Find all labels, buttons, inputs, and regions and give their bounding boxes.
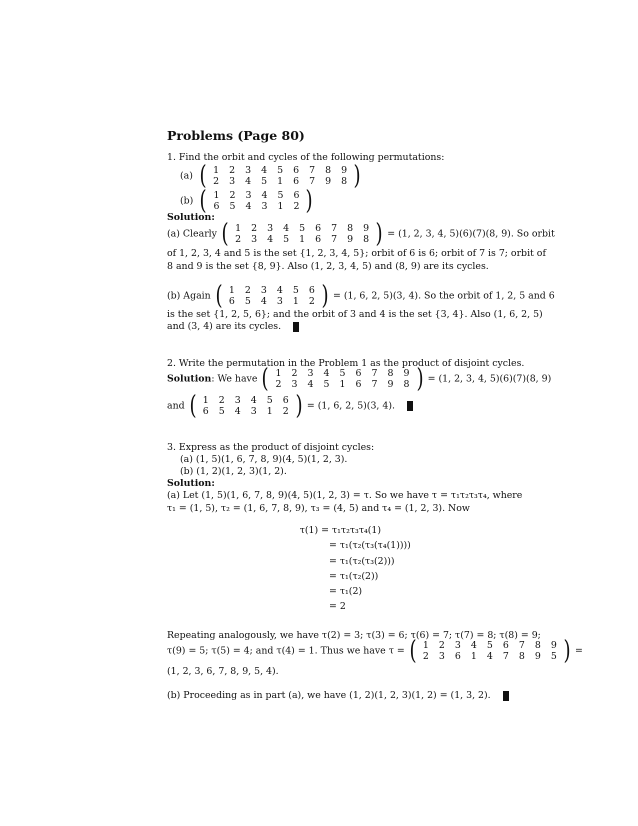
matrix-cell: 5	[283, 234, 290, 245]
matrix-cell: 7	[331, 234, 338, 245]
solution-1b-prefix: (b) Again	[167, 290, 211, 302]
matrix-cell: 5	[550, 651, 557, 662]
matrix-cell: 1	[275, 367, 282, 379]
matrix-cell: 2	[218, 394, 225, 406]
matrix-cell: 1	[266, 406, 273, 417]
matrix-cell: 1	[228, 284, 235, 296]
solution-1b-result: = (1, 6, 2, 5)(3, 4). So the orbit of 1, 2, 5 and 6	[332, 290, 555, 302]
solution-label: Solution:	[167, 212, 215, 223]
left-paren: (	[199, 186, 207, 216]
matrix-cell: 4	[260, 296, 267, 307]
matrix-cell: 6	[228, 296, 235, 307]
solution-label: Solution:	[167, 478, 215, 489]
equation-line: = τ₁(τ₂(2))	[329, 570, 379, 582]
right-paren: )	[305, 186, 314, 216]
part-a-label: (a)	[180, 170, 193, 182]
matrix-cell: 6	[293, 176, 300, 187]
matrix-cell: 1	[235, 222, 242, 234]
matrix-cell: 2	[213, 176, 220, 187]
qed-mark	[503, 691, 509, 701]
matrix-cell: 6	[293, 164, 300, 176]
matrix-cell: 6	[308, 284, 315, 296]
matrix-cell: 3	[307, 367, 314, 379]
matrix-bottom-row	[208, 176, 352, 187]
matrix-cell: 4	[276, 284, 283, 296]
matrix-cell: 3	[250, 406, 257, 417]
solution-1b-line2: is the set {1, 2, 5, 6}; and the orbit of 3 and 4 is the set {3, 4}. Also (1, 6, 2, 5)	[167, 309, 543, 320]
problem-3-item-b: (b) (1, 2)(1, 2, 3)(1, 2).	[180, 466, 287, 477]
matrix-cell: 7	[371, 367, 378, 379]
solution-3a-line1: (a) Let (1, 5)(1, 6, 7, 8, 9)(4, 5)(1, 2, 3) = τ. So we have τ = τ₁τ₂τ₃τ₄, where	[167, 490, 523, 501]
solution-3b: (b) Proceeding as in part (a), we have (1, 2)(1, 2, 3)(1, 2) = (1, 3, 2).	[167, 690, 509, 701]
matrix-cell: 3	[438, 651, 445, 662]
matrix-cell: 8	[325, 164, 332, 176]
matrix-cell: 1	[422, 639, 429, 651]
permutation-matrix-b: ( 1 2 3 4 5 6 6 5 4 3 1 2 )	[189, 391, 303, 421]
matrix-cell: 3	[245, 189, 252, 201]
permutation-matrix-a	[198, 163, 362, 189]
matrix-top-row	[271, 368, 415, 379]
matrix-cell: 6	[454, 651, 461, 662]
matrix-cell: 2	[229, 164, 236, 176]
matrix-cell: 5	[277, 164, 284, 176]
matrix-cell: 3	[261, 201, 268, 212]
solution-2b-result: = (1, 6, 2, 5)(3, 4).	[306, 400, 395, 412]
equation-line: τ₁τ₂τ₃τ₄(1)	[331, 525, 382, 536]
matrix-cell: 6	[213, 201, 220, 212]
matrix-cell: 6	[355, 379, 362, 390]
solution-1a-result: = (1, 2, 3, 4, 5)(6)(7)(8, 9). So orbit	[387, 228, 555, 240]
matrix-cell: 3	[229, 176, 236, 187]
matrix-cell: 6	[293, 189, 300, 201]
matrix-bottom-row	[198, 406, 294, 417]
matrix-cell: 1	[292, 296, 299, 307]
matrix-cell: 9	[325, 176, 332, 187]
solution-3a-line2: τ₁ = (1, 5), τ₂ = (1, 6, 7, 8, 9), τ₃ = (4, 5) and τ₄ = (1, 2, 3). Now	[167, 503, 470, 514]
solution-1b-line3: and (3, 4) are its cycles.	[167, 321, 299, 332]
equation-line: = 2	[329, 601, 346, 613]
matrix-cell: 8	[387, 367, 394, 379]
matrix-cell: 6	[282, 394, 289, 406]
matrix-cell: 2	[282, 406, 289, 417]
matrix-cell: 4	[261, 164, 268, 176]
matrix-cell: 2	[422, 651, 429, 662]
matrix-cell: 5	[218, 406, 225, 417]
problem-2-question: 2. Write the permutation in the Problem 1 as the product of disjoint cycles.	[167, 358, 525, 369]
matrix-cell: 3	[251, 234, 258, 245]
qed-mark	[293, 322, 299, 332]
matrix-cell: 8	[403, 379, 410, 390]
matrix-cell: 5	[266, 394, 273, 406]
matrix-cell: 4	[283, 222, 290, 234]
matrix-bottom-row	[271, 379, 415, 390]
solution-1a	[167, 221, 555, 247]
matrix-cell: 1	[299, 234, 306, 245]
solution-1b	[167, 283, 555, 309]
matrix-cell: 9	[387, 379, 394, 390]
solution-3a-repeat-line1: Repeating analogously, we have τ(2) = 3; τ(3) = 6; τ(6) = 7; τ(7) = 8; τ(8) = 9;	[167, 630, 541, 641]
equation-block	[291, 525, 411, 613]
page-title: Problems (Page 80)	[167, 128, 305, 143]
matrix-cell: 1	[202, 394, 209, 406]
matrix-cell: 5	[339, 367, 346, 379]
matrix-cell: 1	[213, 189, 220, 201]
matrix-cell: 2	[438, 639, 445, 651]
matrix-cell: 2	[293, 201, 300, 212]
matrix-cell: 4	[245, 201, 252, 212]
matrix-cell: 9	[363, 222, 370, 234]
equation-line: = τ₁(2)	[329, 586, 363, 598]
matrix-cell: 4	[261, 189, 268, 201]
matrix-cell: 2	[308, 296, 315, 307]
equation-line: = τ₁(τ₂(τ₃(2)))	[329, 555, 395, 567]
matrix-bottom-row	[418, 651, 562, 662]
equation-lhs: τ(1) =	[299, 525, 329, 536]
matrix-cell: 6	[502, 639, 509, 651]
matrix-cell: 4	[307, 379, 314, 390]
matrix-top-row	[198, 395, 294, 406]
matrix-cell: 7	[309, 164, 316, 176]
matrix-top-row	[418, 640, 562, 651]
matrix-cell: 6	[202, 406, 209, 417]
matrix-cell: 9	[341, 164, 348, 176]
matrix-cell: 9	[403, 367, 410, 379]
problem-3-question: 3. Express as the product of disjoint cycles:	[167, 442, 375, 453]
problem-1-question: 1. Find the orbit and cycles of the following permutations:	[167, 152, 445, 163]
matrix-cell: 7	[518, 639, 525, 651]
matrix-cell: 4	[323, 367, 330, 379]
solution-1a-line3: 8 and 9 is the set {8, 9}. Also (1, 2, 3, 4, 5) and (8, 9) are its cycles.	[167, 261, 489, 272]
qed-mark	[407, 401, 413, 411]
matrix-cell: 5	[486, 639, 493, 651]
solution-label: Solution	[167, 373, 212, 385]
matrix-cell: 9	[534, 651, 541, 662]
matrix-cell: 4	[234, 406, 241, 417]
matrix-cell: 8	[363, 234, 370, 245]
matrix-cell: 7	[331, 222, 338, 234]
solution-2b: and ( 1 2 3 4 5 6 6 5 4 3 1 2 ) = (1, 6, 2, 5)(3, 4).	[167, 393, 413, 419]
matrix-bottom-row	[230, 234, 374, 245]
matrix-cell: 2	[244, 284, 251, 296]
matrix-cell: 9	[347, 234, 354, 245]
matrix-cell: 6	[315, 234, 322, 245]
matrix-cell: 7	[371, 379, 378, 390]
matrix-cell: 1	[213, 164, 220, 176]
permutation-matrix-a: ( 1 2 3 4 5 6 7 8 9 2 3 4 5 1 6 7 9 8 )	[261, 364, 424, 394]
permutation-matrix-b: ( 1 2 3 4 5 6 6 5 4 3 1 2 )	[215, 281, 329, 311]
matrix-cell: 4	[250, 394, 257, 406]
matrix-cell: 3	[234, 394, 241, 406]
part-b-label: (b)	[180, 195, 194, 207]
matrix-cell: 3	[267, 222, 274, 234]
matrix-cell: 6	[315, 222, 322, 234]
matrix-top-row	[208, 165, 352, 176]
permutation-matrix-a: ( 1 2 3 4 5 6 7 8 9 2 3 4 5 1 6 7 9 8 )	[221, 219, 383, 249]
problem-1-part-b	[180, 188, 315, 214]
matrix-cell: 5	[261, 176, 268, 187]
matrix-cell: 5	[299, 222, 306, 234]
matrix-cell: 2	[291, 367, 298, 379]
matrix-cell: 3	[260, 284, 267, 296]
matrix-cell: 6	[355, 367, 362, 379]
matrix-cell: 4	[470, 639, 477, 651]
matrix-cell: 8	[518, 651, 525, 662]
solution-3a-repeat-line2: τ(9) = 5; τ(5) = 4; and τ(4) = 1. Thus we have τ = ( 1 2 3 4 5 6 7 8 9 2 3 6 1 4 7 8 9 5 ) =	[167, 636, 583, 666]
matrix-cell: 3	[454, 639, 461, 651]
problem-1-part-a	[180, 163, 362, 189]
matrix-cell: 4	[267, 234, 274, 245]
matrix-cell: 1	[339, 379, 346, 390]
matrix-bottom-row	[208, 201, 304, 212]
matrix-top-row	[224, 285, 320, 296]
matrix-top-row	[208, 190, 304, 201]
matrix-cell: 2	[229, 189, 236, 201]
matrix-cell: 3	[291, 379, 298, 390]
matrix-cell: 9	[550, 639, 557, 651]
solution-1a-prefix: (a) Clearly	[167, 228, 217, 240]
matrix-cell: 3	[245, 164, 252, 176]
matrix-cell: 2	[251, 222, 258, 234]
matrix-top-row	[230, 223, 374, 234]
equation-line: = τ₁(τ₂(τ₃(τ₄(1))))	[329, 540, 411, 552]
right-paren: )	[353, 161, 361, 191]
solution-1a-line2: of 1, 2, 3, 4 and 5 is the set {1, 2, 3, 4, 5}; orbit of 6 is 6; orbit of 7 is 7; orbit of	[167, 248, 546, 259]
solution-2a: Solution: We have ( 1 2 3 4 5 6 7 8 9 2 3 4 5 1 6 7 9 8 ) = (1, 2, 3, 4, 5)(6)(7)(8, 9)	[167, 364, 552, 394]
matrix-cell: 1	[470, 651, 477, 662]
matrix-cell: 8	[347, 222, 354, 234]
matrix-cell: 1	[277, 201, 284, 212]
solution-3a-repeat-line3: (1, 2, 3, 6, 7, 8, 9, 5, 4).	[167, 666, 279, 677]
matrix-cell: 5	[323, 379, 330, 390]
problem-3-item-a: (a) (1, 5)(1, 6, 7, 8, 9)(4, 5)(1, 2, 3).	[180, 454, 348, 465]
matrix-cell: 7	[502, 651, 509, 662]
matrix-bottom-row	[224, 296, 320, 307]
permutation-matrix-b	[198, 188, 314, 214]
matrix-cell: 1	[277, 176, 284, 187]
matrix-cell: 7	[309, 176, 316, 187]
matrix-cell: 5	[277, 189, 284, 201]
matrix-cell: 3	[276, 296, 283, 307]
solution-2a-result: = (1, 2, 3, 4, 5)(6)(7)(8, 9)	[427, 373, 552, 385]
matrix-cell: 5	[229, 201, 236, 212]
matrix-cell: 2	[275, 379, 282, 390]
matrix-cell: 8	[534, 639, 541, 651]
matrix-cell: 4	[486, 651, 493, 662]
matrix-cell: 2	[235, 234, 242, 245]
matrix-cell: 5	[292, 284, 299, 296]
matrix-cell: 5	[244, 296, 251, 307]
matrix-cell: 4	[245, 176, 252, 187]
permutation-matrix-tau: ( 1 2 3 4 5 6 7 8 9 2 3 6 1 4 7 8 9 5 )	[409, 636, 571, 666]
left-paren: (	[199, 161, 207, 191]
matrix-cell: 8	[341, 176, 348, 187]
